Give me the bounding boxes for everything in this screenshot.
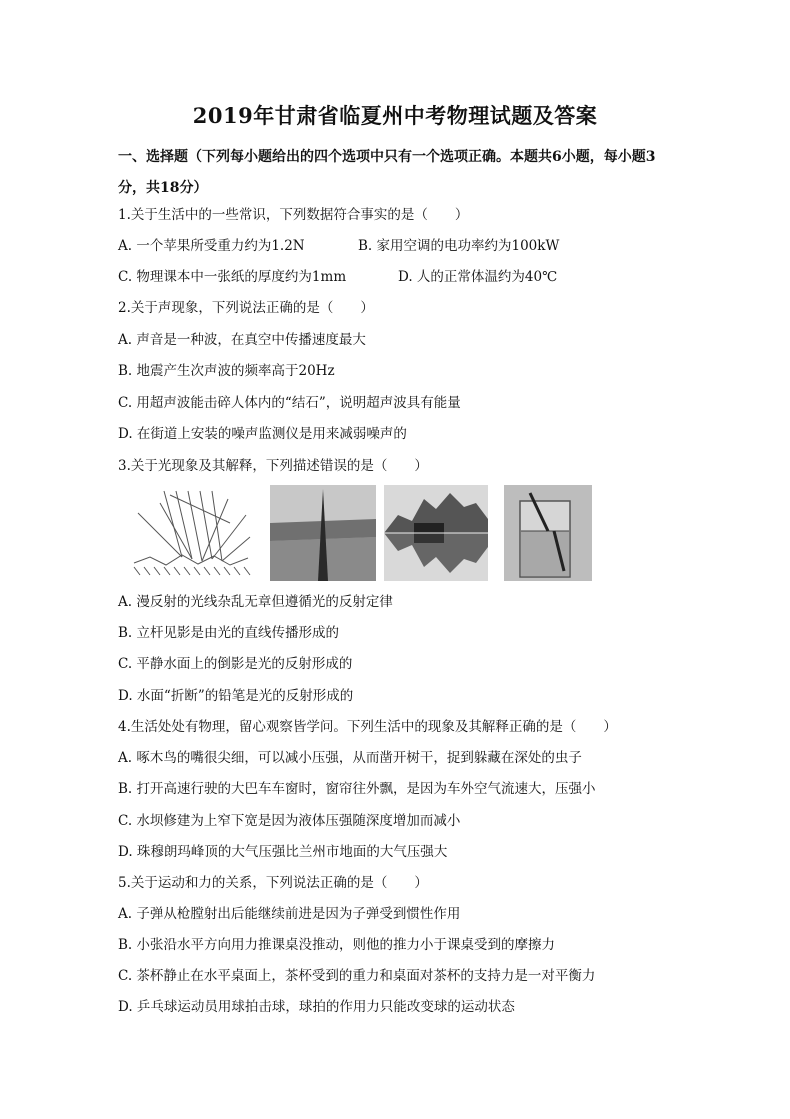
question-1-option-d: D. 人的正常体温约为40℃ (398, 269, 558, 285)
question-4-option-d: D. 珠穆朗玛峰顶的大气压强比兰州市地面的大气压强大 (118, 844, 448, 860)
question-3-figures (130, 485, 600, 585)
question-4-option-a: A. 啄木鸟的嘴很尖细，可以减小压强，从而凿开树干，捉到躲藏在深处的虫子 (118, 750, 582, 766)
section-heading-line-2: 分，共18分） (118, 180, 208, 196)
question-2-stem: 2.关于声现象，下列说法正确的是（ ） (118, 300, 374, 316)
question-2-option-d: D. 在街道上安装的噪声监测仪是用来减弱噪声的 (118, 426, 407, 442)
question-5-option-d: D. 乒乓球运动员用球拍击球，球拍的作用力只能改变球的运动状态 (118, 999, 515, 1015)
diffuse-reflection-figure (130, 485, 255, 583)
question-4-stem: 4.生活处处有物理，留心观察皆学问。下列生活中的现象及其解释正确的是（ ） (118, 719, 617, 735)
question-3-option-d: D. 水面“折断”的铅笔是光的反射形成的 (118, 688, 354, 704)
section-heading-line-1: 一、选择题（下列每小题给出的四个选项中只有一个选项正确。本题共6小题，每小题3 (118, 149, 656, 165)
question-1-stem: 1.关于生活中的一些常识，下列数据符合事实的是（ ） (118, 207, 469, 223)
question-1-option-row-1 (118, 236, 560, 256)
water-reflection-photo (384, 485, 488, 581)
question-3-stem: 3.关于光现象及其解释，下列描述错误的是（ ） (118, 458, 428, 474)
question-3-option-b: B. 立杆见影是由光的直线传播形成的 (118, 625, 340, 641)
question-2-option-c: C. 用超声波能击碎人体内的“结石”，说明超声波具有能量 (118, 395, 461, 411)
question-5-option-c: C. 茶杯静止在水平桌面上，茶杯受到的重力和桌面对茶杯的支持力是一对平衡力 (118, 968, 596, 984)
question-5-stem: 5.关于运动和力的关系，下列说法正确的是（ ） (118, 875, 428, 891)
pencil-in-water-photo (504, 485, 592, 581)
question-1-option-b: B. 家用空调的电功率约为100kW (358, 238, 560, 254)
question-3-option-a: A. 漫反射的光线杂乱无章但遵循光的反射定律 (118, 594, 393, 610)
question-5-option-b: B. 小张沿水平方向用力推课桌没推动，则他的推力小于课桌受到的摩擦力 (118, 937, 556, 953)
question-1-option-c: C. 物理课本中一张纸的厚度约为1mm (118, 269, 347, 285)
question-1-option-a: A. 一个苹果所受重力约为1.2N (118, 238, 305, 254)
question-3-option-c: C. 平静水面上的倒影是光的反射形成的 (118, 656, 353, 672)
question-5-option-a: A. 子弹从枪膛射出后能继续前进是因为子弹受到惯性作用 (118, 906, 461, 922)
question-4-option-b: B. 打开高速行驶的大巴车车窗时，窗帘往外飘，是因为车外空气流速大，压强小 (118, 781, 596, 797)
page-title: 2019年甘肃省临夏州中考物理试题及答案 (192, 103, 598, 128)
question-2-option-a: A. 声音是一种波，在真空中传播速度最大 (118, 332, 366, 348)
pole-shadow-photo (270, 485, 376, 581)
question-1-option-row-2 (118, 267, 558, 287)
section-heading (118, 142, 698, 204)
question-4-option-c: C. 水坝修建为上窄下宽是因为液体压强随深度增加而减小 (118, 813, 461, 829)
question-2-option-b: B. 地震产生次声波的频率高于20Hz (118, 363, 335, 379)
